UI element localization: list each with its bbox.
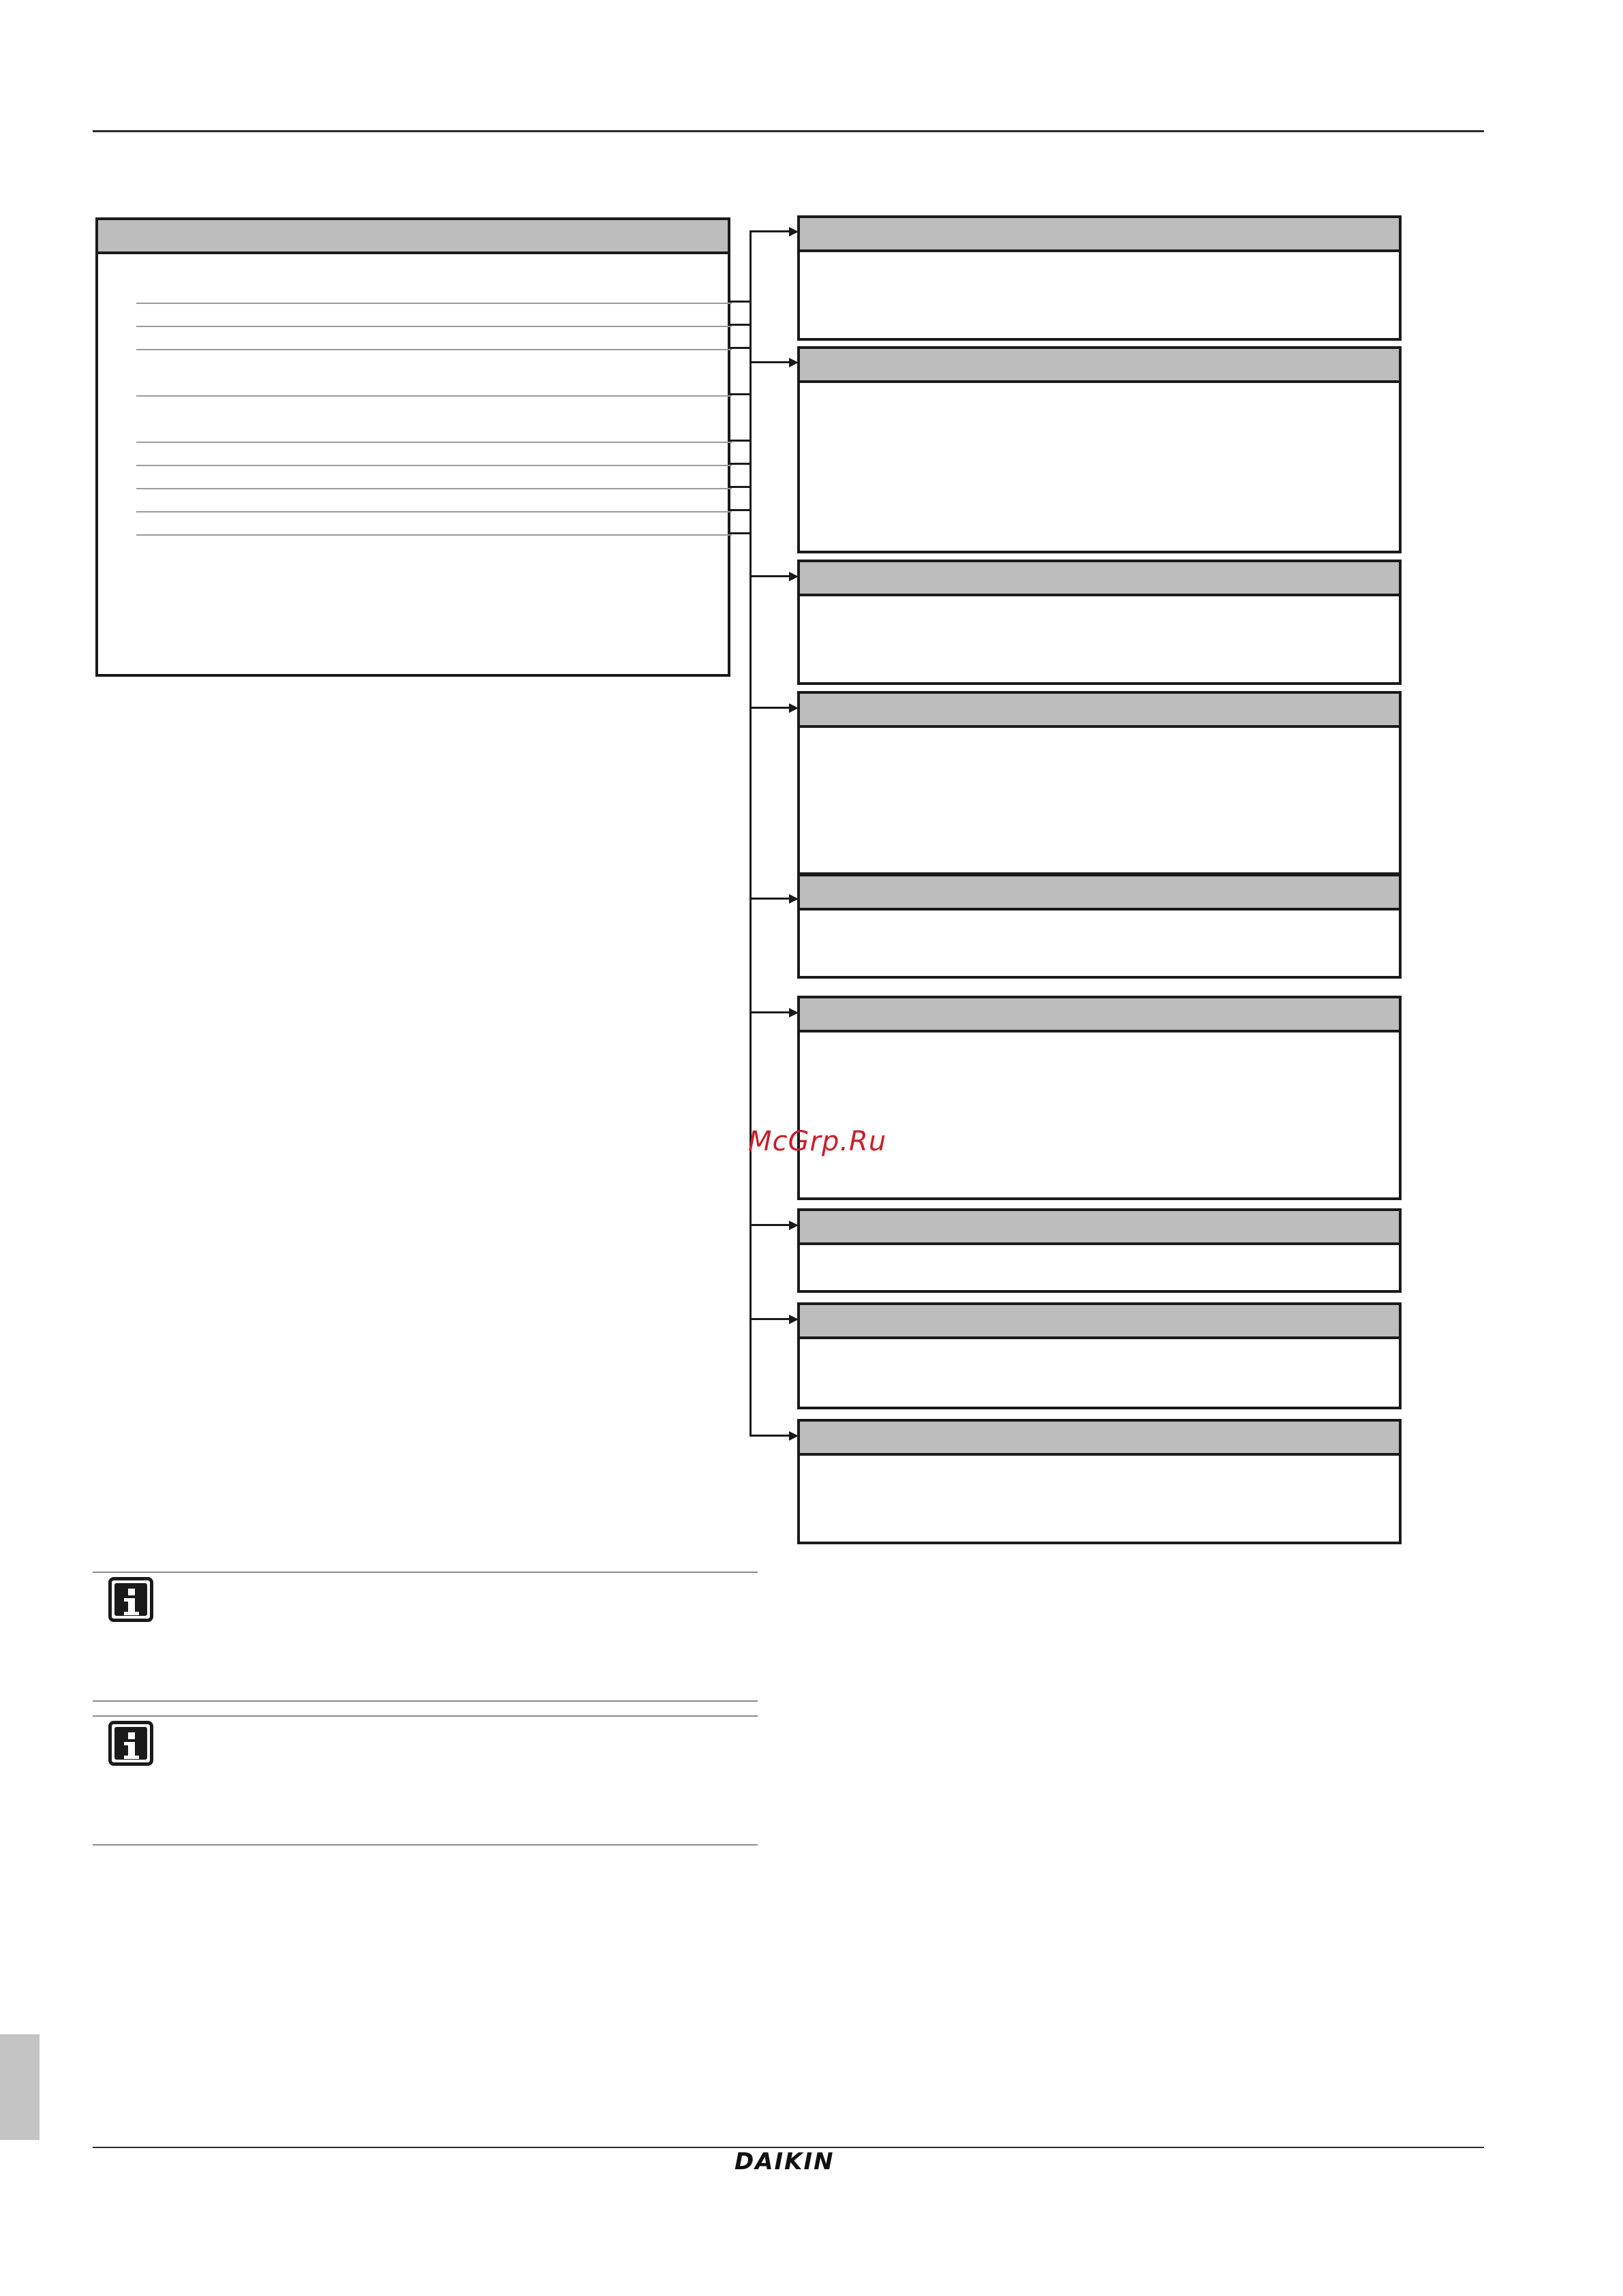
menu-item-divider: [136, 465, 732, 466]
connector-stub: [730, 347, 751, 349]
menu-item-divider: [136, 303, 732, 304]
connector-stub: [730, 393, 751, 395]
menu-item-divider: [136, 395, 732, 397]
submenu-box: [797, 996, 1402, 1200]
submenu-box: [797, 346, 1402, 553]
connector-branch: [749, 575, 794, 577]
connector-branch: [749, 898, 794, 900]
menu-item-divider: [136, 442, 732, 443]
connector-stub: [730, 486, 751, 488]
note-rule-top: [93, 1715, 758, 1717]
main-menu-box: [95, 217, 730, 677]
submenu-box: [797, 215, 1402, 341]
connector-trunk: [749, 230, 752, 1437]
connector-branch: [749, 1011, 794, 1013]
connector-branch: [749, 1435, 794, 1437]
connector-branch: [749, 1318, 794, 1320]
submenu-header: [800, 876, 1399, 910]
note-rule-bottom: [93, 1844, 758, 1846]
menu-item-divider: [136, 326, 732, 327]
submenu-header: [800, 1422, 1399, 1456]
menu-item-divider: [136, 488, 732, 489]
info-icon: [108, 1721, 153, 1766]
menu-item-divider: [136, 534, 732, 536]
brand-logo: DAIKIN: [735, 2148, 835, 2175]
submenu-box: [797, 691, 1402, 875]
info-icon: [108, 1577, 153, 1622]
submenu-box: [797, 874, 1402, 979]
note-rule-bottom: [93, 1700, 758, 1702]
submenu-box: [797, 560, 1402, 685]
submenu-box: [797, 1419, 1402, 1544]
submenu-header: [800, 562, 1399, 596]
menu-item-divider: [136, 349, 732, 350]
submenu-header: [800, 218, 1399, 252]
main-menu-header: [98, 220, 728, 254]
note-rule-top: [93, 1572, 758, 1573]
submenu-box: [797, 1302, 1402, 1409]
connector-stub: [730, 301, 751, 303]
connector-stub: [730, 463, 751, 465]
header-rule: [93, 130, 1484, 132]
connector-branch: [749, 230, 794, 232]
submenu-header: [800, 349, 1399, 383]
submenu-header: [800, 998, 1399, 1032]
connector-stub: [730, 532, 751, 534]
submenu-header: [800, 1305, 1399, 1339]
connector-stub: [730, 324, 751, 326]
connector-branch: [749, 707, 794, 709]
submenu-header: [800, 1211, 1399, 1245]
connector-stub: [730, 509, 751, 511]
menu-item-divider: [136, 511, 732, 512]
submenu-box: [797, 1208, 1402, 1293]
connector-stub: [730, 440, 751, 442]
watermark-text: McGrp.Ru: [748, 1126, 887, 1157]
connector-branch: [749, 1224, 794, 1226]
submenu-header: [800, 694, 1399, 728]
connector-branch: [749, 361, 794, 363]
side-tab: [0, 2034, 40, 2140]
